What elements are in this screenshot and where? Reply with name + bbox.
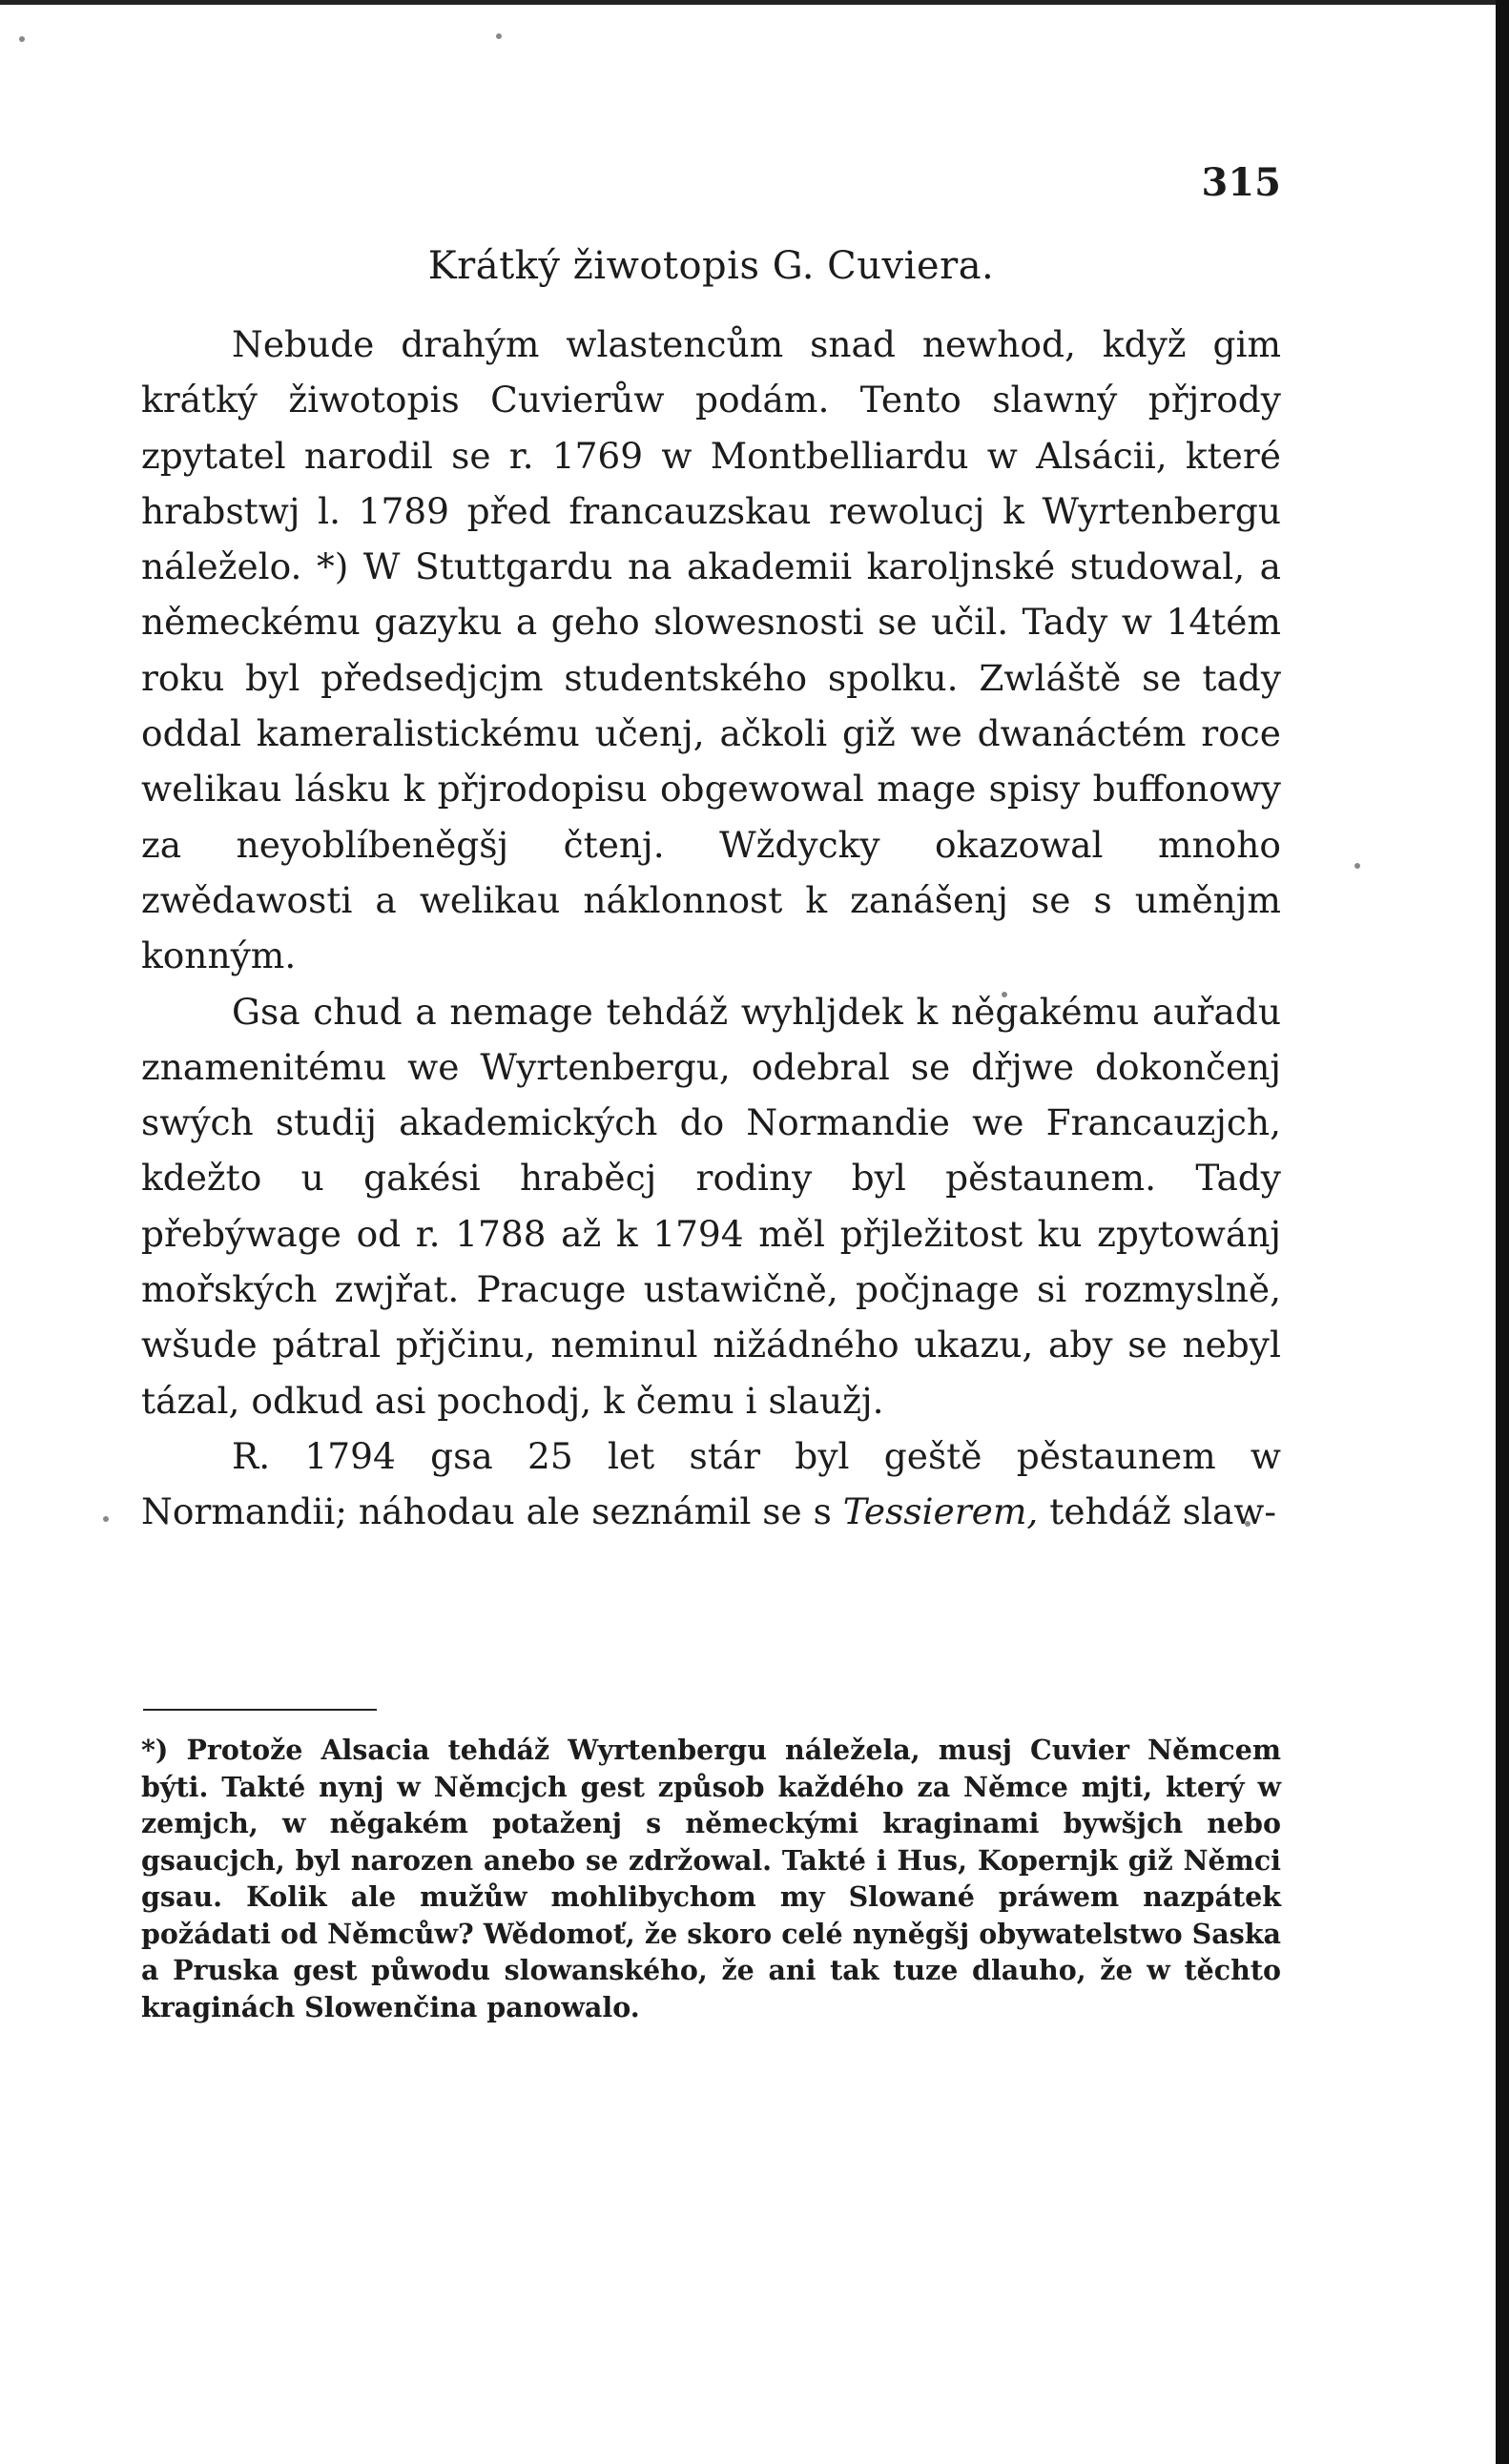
paragraph-3: R. 1794 gsa 25 let stár byl geště pěstaunem w Normandii; náhodau ale seznámil se s Tessierem, tehdáž slaw- bbox=[141, 1434, 1281, 1533]
paragraph-1: Nebude drahým wlastencům snad newhod, když gim krátký žiwotopis Cuvierůw podám. Tento slawný přjrody zpytatel narodil se r. 1769 w Montbelliardu w Alsácii, které hrabstwj l. 1789 před francauzskau rewolucj k Wyrtenbergu náleželo. *) W Stuttgardu na akademii karoljnské studowal, a německému gazyku a geho slowesnosti se učil. Tady w 14tém roku byl předsedjcjm studentského spolku. Zwláště se tady oddal kameralistickému učenj, ačkoli giž we dwanáctém roce welikau lásku k přjrodopisu obgewowal mage spisy buffonowy za neyoblíbeněgšj čtenj. Wždycky okazowal mnoho zwědawosti a welikau náklonnost k zanášenj se s uměnjm konným. bbox=[141, 323, 1281, 977]
main-text bbox=[141, 317, 1281, 1540]
paragraph-2: Gsa chud a nemage tehdáž wyhljdek k něgakému auřadu znamenitému we Wyrtenbergu, odebral se dřjwe dokončenj swých studij akademických do Normandie we Francauzjch, kdežto u gakési hraběcj rodiny byl pěstaunem. Tady přebýwage od r. 1788 až k 1794 měl přjležitost ku zpytowánj mořských zwjřat. Pracuge ustawičně, počjnage si rozmyslně, wšude pátral přjčinu, neminul nižádného ukazu, aby se nebyl tázal, odkud asi pochodj, k čemu i slaužj. bbox=[141, 990, 1281, 1422]
paper-speck bbox=[103, 1516, 109, 1522]
paper-speck bbox=[19, 36, 25, 42]
footnote-divider bbox=[143, 1709, 377, 1711]
footnote bbox=[141, 1732, 1281, 2025]
page-title: Krátký žiwotopis G. Cuviera. bbox=[427, 244, 995, 288]
paper-speck bbox=[1354, 863, 1360, 869]
scan-right-edge bbox=[1496, 0, 1509, 2464]
paper-speck bbox=[496, 33, 502, 39]
footnote-text: *) Protože Alsacia tehdáž Wyrtenbergu náležela, musj Cuvier Němcem býti. Takté nynj w Němcjch gest způsob každého za Němce mjti, který w zemjch, w něgakém potaženj s německými kraginami bywšjch nebo gsaucjch, byl narozen anebo se zdržowal. Takté i Hus, Kopernjk giž Němci gsau. Kolik ale mužůw mohlibychom my Slowané práwem nazpátek požádati od Němcůw? Wědomoť, že skoro celé nyněgšj obywatelstwo Saska a Pruska gest půwodu slowanského, že ani tak tuze dlauho, že w těchto kraginách Slowenčina panowalo. bbox=[141, 1734, 1281, 2023]
scan-top-edge bbox=[0, 0, 1509, 5]
italic-name: Tessierem, bbox=[842, 1490, 1039, 1533]
page-number: 315 bbox=[1201, 160, 1281, 205]
